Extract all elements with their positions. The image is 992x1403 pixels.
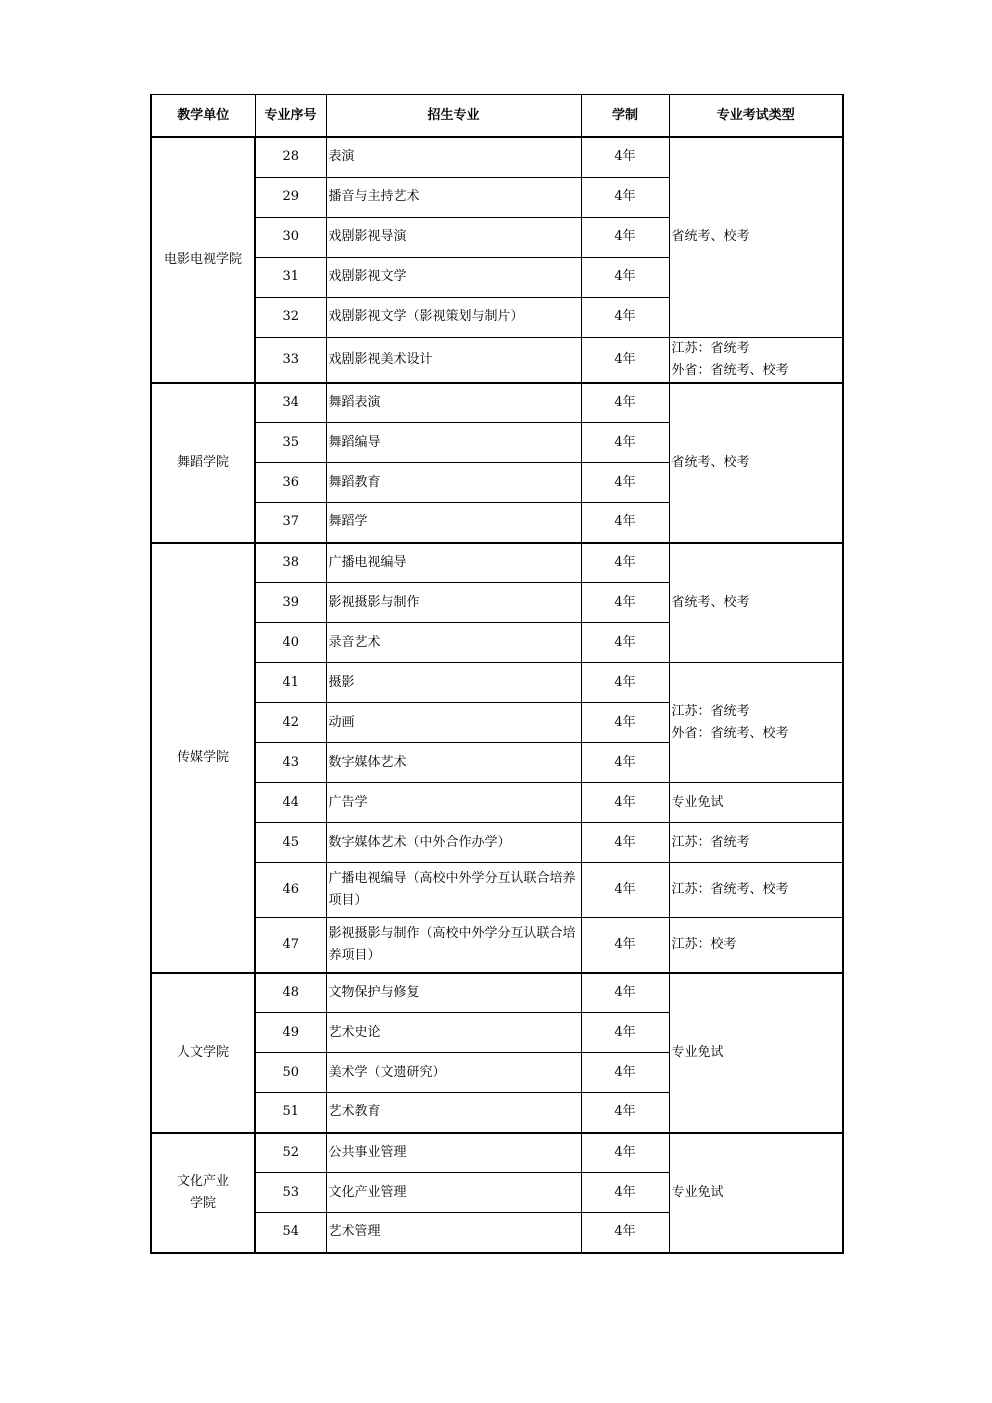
exam-type-cell: 专业免试 [669,973,843,1133]
major-name-cell: 录音艺术 [326,623,581,663]
duration-cell: 4年 [581,543,669,583]
major-name-cell: 表演 [326,137,581,177]
duration-cell: 4年 [581,337,669,383]
table-row [151,823,843,863]
major-number-cell: 41 [255,663,326,703]
duration-cell: 4年 [581,503,669,543]
major-name-cell: 数字媒体艺术（中外合作办学） [326,823,581,863]
major-number-cell: 45 [255,823,326,863]
duration-cell: 4年 [581,297,669,337]
duration-cell: 4年 [581,1053,669,1093]
major-name-cell: 广播电视编导（高校中外学分互认联合培养项目） [326,863,581,918]
exam-type-cell: 江苏：省统考 外省：省统考、校考 [669,337,843,383]
major-name-cell: 播音与主持艺术 [326,177,581,217]
major-number-cell: 34 [255,383,326,423]
table-row [151,783,843,823]
duration-cell: 4年 [581,703,669,743]
major-number-cell: 48 [255,973,326,1013]
duration-cell: 4年 [581,423,669,463]
duration-cell: 4年 [581,743,669,783]
table-row [151,383,843,423]
exam-type-cell: 省统考、校考 [669,137,843,337]
major-number-cell: 39 [255,583,326,623]
major-name-cell: 艺术史论 [326,1013,581,1053]
major-number-cell: 47 [255,918,326,973]
teaching-unit-cell: 舞蹈学院 [151,383,255,543]
major-name-cell: 美术学（文遗研究） [326,1053,581,1093]
major-number-cell: 31 [255,257,326,297]
major-name-cell: 广播电视编导 [326,543,581,583]
header-major: 招生专业 [326,95,581,138]
major-number-cell: 53 [255,1173,326,1213]
table-row [151,137,843,177]
major-number-cell: 28 [255,137,326,177]
major-number-cell: 35 [255,423,326,463]
exam-type-cell: 江苏：省统考、校考 [669,863,843,918]
table-row [151,918,843,973]
duration-cell: 4年 [581,918,669,973]
major-name-cell: 艺术管理 [326,1213,581,1253]
duration-cell: 4年 [581,383,669,423]
major-name-cell: 公共事业管理 [326,1133,581,1173]
major-name-cell: 舞蹈表演 [326,383,581,423]
duration-cell: 4年 [581,1133,669,1173]
exam-type-cell: 江苏：省统考 外省：省统考、校考 [669,663,843,783]
major-name-cell: 艺术教育 [326,1093,581,1133]
major-name-cell: 舞蹈编导 [326,423,581,463]
major-name-cell: 舞蹈教育 [326,463,581,503]
major-name-cell: 戏剧影视文学 [326,257,581,297]
table-row [151,543,843,583]
duration-cell: 4年 [581,823,669,863]
header-row [151,95,843,138]
major-number-cell: 46 [255,863,326,918]
teaching-unit-cell: 文化产业 学院 [151,1133,255,1253]
major-number-cell: 54 [255,1213,326,1253]
major-name-cell: 戏剧影视导演 [326,217,581,257]
major-number-cell: 38 [255,543,326,583]
major-name-cell: 摄影 [326,663,581,703]
major-number-cell: 44 [255,783,326,823]
header-duration: 学制 [581,95,669,138]
major-number-cell: 43 [255,743,326,783]
duration-cell: 4年 [581,463,669,503]
major-number-cell: 32 [255,297,326,337]
duration-cell: 4年 [581,973,669,1013]
major-name-cell: 数字媒体艺术 [326,743,581,783]
major-number-cell: 49 [255,1013,326,1053]
table-row [151,337,843,383]
major-number-cell: 52 [255,1133,326,1173]
duration-cell: 4年 [581,1013,669,1053]
major-name-cell: 影视摄影与制作（高校中外学分互认联合培养项目） [326,918,581,973]
duration-cell: 4年 [581,177,669,217]
duration-cell: 4年 [581,217,669,257]
exam-type-cell: 江苏：省统考 [669,823,843,863]
table-row [151,863,843,918]
major-name-cell: 广告学 [326,783,581,823]
major-number-cell: 50 [255,1053,326,1093]
duration-cell: 4年 [581,583,669,623]
major-name-cell: 文物保护与修复 [326,973,581,1013]
duration-cell: 4年 [581,137,669,177]
major-number-cell: 36 [255,463,326,503]
exam-type-cell: 专业免试 [669,783,843,823]
duration-cell: 4年 [581,623,669,663]
header-exam: 专业考试类型 [669,95,843,138]
major-name-cell: 影视摄影与制作 [326,583,581,623]
exam-type-cell: 省统考、校考 [669,383,843,543]
teaching-unit-cell: 传媒学院 [151,543,255,973]
duration-cell: 4年 [581,783,669,823]
duration-cell: 4年 [581,863,669,918]
major-name-cell: 文化产业管理 [326,1173,581,1213]
major-number-cell: 33 [255,337,326,383]
exam-type-cell: 江苏：校考 [669,918,843,973]
major-name-cell: 舞蹈学 [326,503,581,543]
major-number-cell: 30 [255,217,326,257]
teaching-unit-cell: 人文学院 [151,973,255,1133]
major-number-cell: 40 [255,623,326,663]
enrollment-table [150,94,844,1254]
table-row [151,973,843,1013]
major-name-cell: 戏剧影视美术设计 [326,337,581,383]
duration-cell: 4年 [581,1213,669,1253]
header-seq: 专业序号 [255,95,326,138]
exam-type-cell: 省统考、校考 [669,543,843,663]
duration-cell: 4年 [581,1093,669,1133]
major-number-cell: 37 [255,503,326,543]
exam-type-cell: 专业免试 [669,1133,843,1253]
duration-cell: 4年 [581,257,669,297]
major-number-cell: 51 [255,1093,326,1133]
header-unit: 教学单位 [151,95,255,138]
major-name-cell: 戏剧影视文学（影视策划与制片） [326,297,581,337]
major-number-cell: 42 [255,703,326,743]
duration-cell: 4年 [581,663,669,703]
duration-cell: 4年 [581,1173,669,1213]
major-number-cell: 29 [255,177,326,217]
table-body [151,137,843,1253]
table-row [151,663,843,703]
teaching-unit-cell: 电影电视学院 [151,137,255,383]
major-name-cell: 动画 [326,703,581,743]
table-row [151,1133,843,1173]
